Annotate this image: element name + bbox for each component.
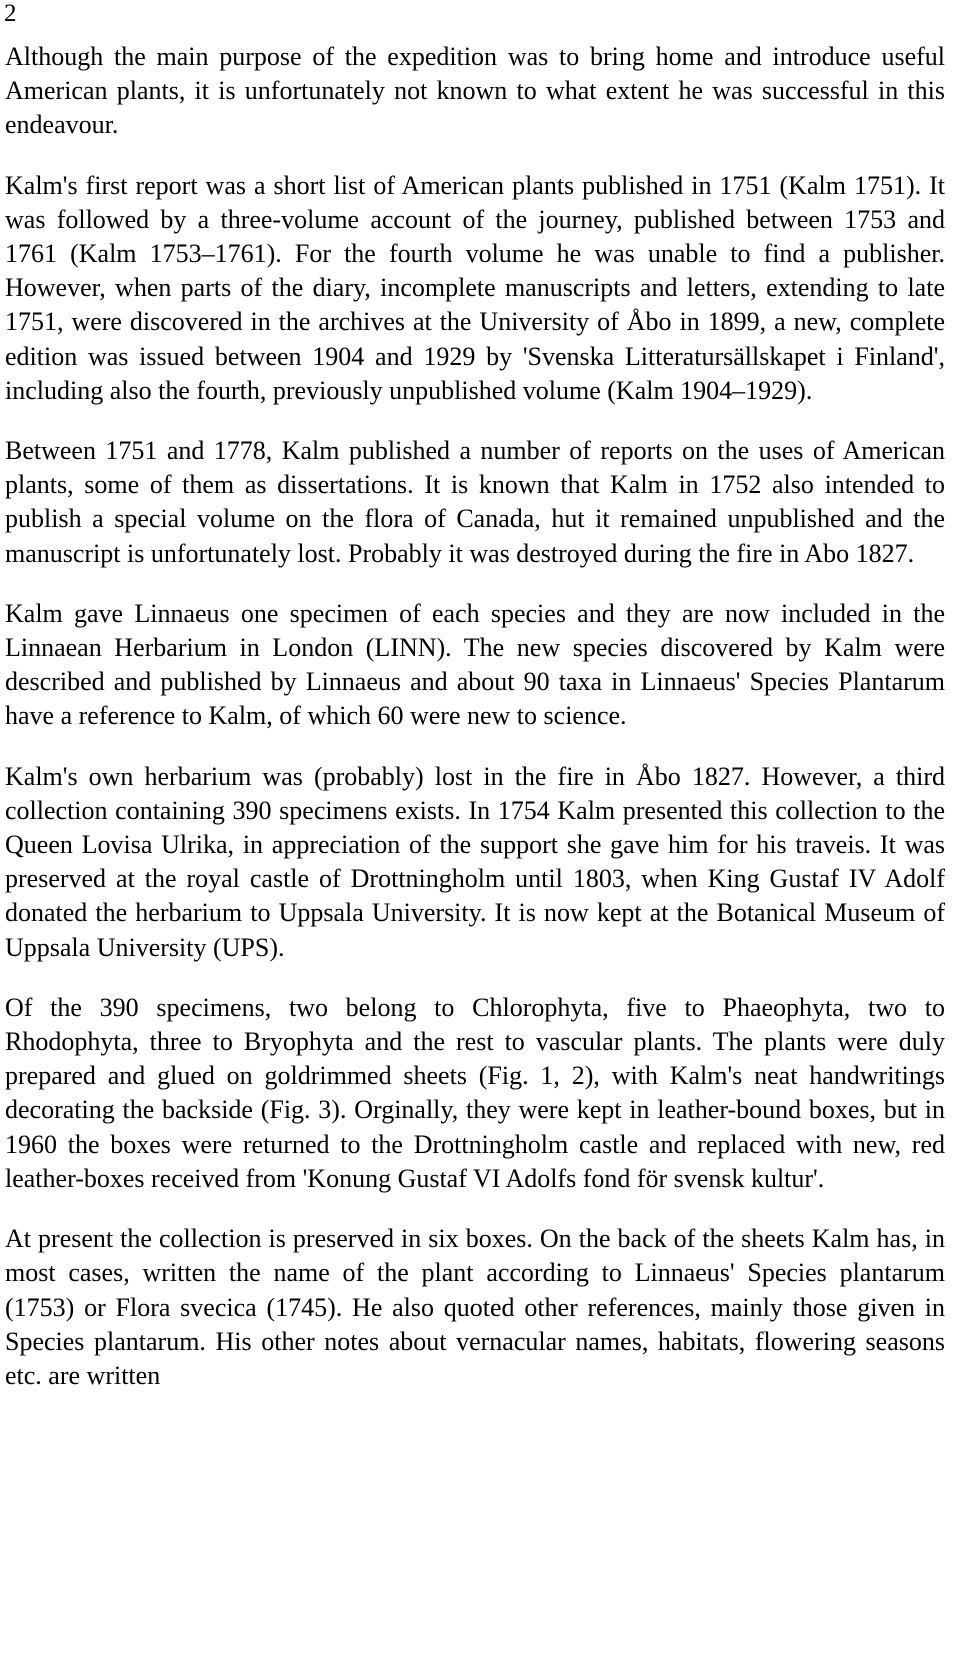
paragraph-expedition-purpose: Although the main purpose of the expedition was to bring home and introduce useful American plants, it is unfortunately not known to what extent he was successful in this endeavour. (5, 42, 945, 140)
paragraph-first-report: Kalm's first report was a short list of American plants published in 1751 (Kalm 1751). It was followed by a three-volume account of the journey, published between 1753 and 1761 (Kalm 1753–1761). For the fourth volume he was unable to find a publisher. However, when parts of the diary, incomplete manuscripts and letters, extending to late 1751, were discovered in the archives at the University of Åbo in 1899, a new, complete edition was issued between 1904 and 1929 by 'Svenska Litteratursällskapet i Finland', including also the fourth, previously unpublished volume (Kalm 1904–1929). (5, 170, 945, 405)
paragraph-kalm-herbarium: Kalm's own herbarium was (probably) lost in the fire in Åbo 1827. However, a third collection containing 390 specimens exists. In 1754 Kalm presented this collection to the Queen Lovisa Ulrika, in appreciation of the support she gave him for his traveis. It was preserved at the royal castle of Drottningholm until 1803, when King Gustaf IV Adolf donated the herbarium to Uppsala University. It is now kept at the Botanical Museum of Uppsala University (UPS). (5, 761, 945, 962)
document-body (5, 40, 945, 1393)
page-number: 2 (4, 0, 17, 27)
paragraph-present-collection: At present the collection is preserved in six boxes. On the back of the sheets Kalm has, in most cases, written the name of the plant according to Linnaeus' Species plantarum (1753) or Flora svecica (1745). He also quoted other references, mainly those given in Species plantarum. His other notes about vernacular names, habitats, flowering seasons etc. are written (5, 1224, 945, 1390)
paragraph-linnaeus-specimens: Kalm gave Linnaeus one specimen of each species and they are now included in the Linnaean Herbarium in London (LINN). The new species discovered by Kalm were described and published by Linnaeus and about 90 taxa in Linnaeus' Species Plantarum have a reference to Kalm, of which 60 were new to science. (5, 598, 945, 731)
paragraph-reports-1751-1778: Between 1751 and 1778, Kalm published a number of reports on the uses of American plants, some of them as dissertations. It is known that Kalm in 1752 also intended to publish a special volume on the flora of Canada, hut it remained unpublished and the manuscript is unfortunately lost. Probably it was destroyed during the fire in Abo 1827. (5, 436, 945, 568)
paragraph-390-specimens: Of the 390 specimens, two belong to Chlorophyta, five to Phaeophyta, two to Rhodophyta, three to Bryophyta and the rest to vascular plants. The plants were duly prepared and glued on goldrimmed sheets (Fig. 1, 2), with Kalm's neat handwritings decorating the backside (Fig. 3). Orginally, they were kept in leather-bound boxes, but in 1960 the boxes were returned to the Drottningholm castle and replaced with new, red leather-boxes received from 'Konung Gustaf VI Adolfs fond för svensk kultur'. (5, 992, 945, 1193)
